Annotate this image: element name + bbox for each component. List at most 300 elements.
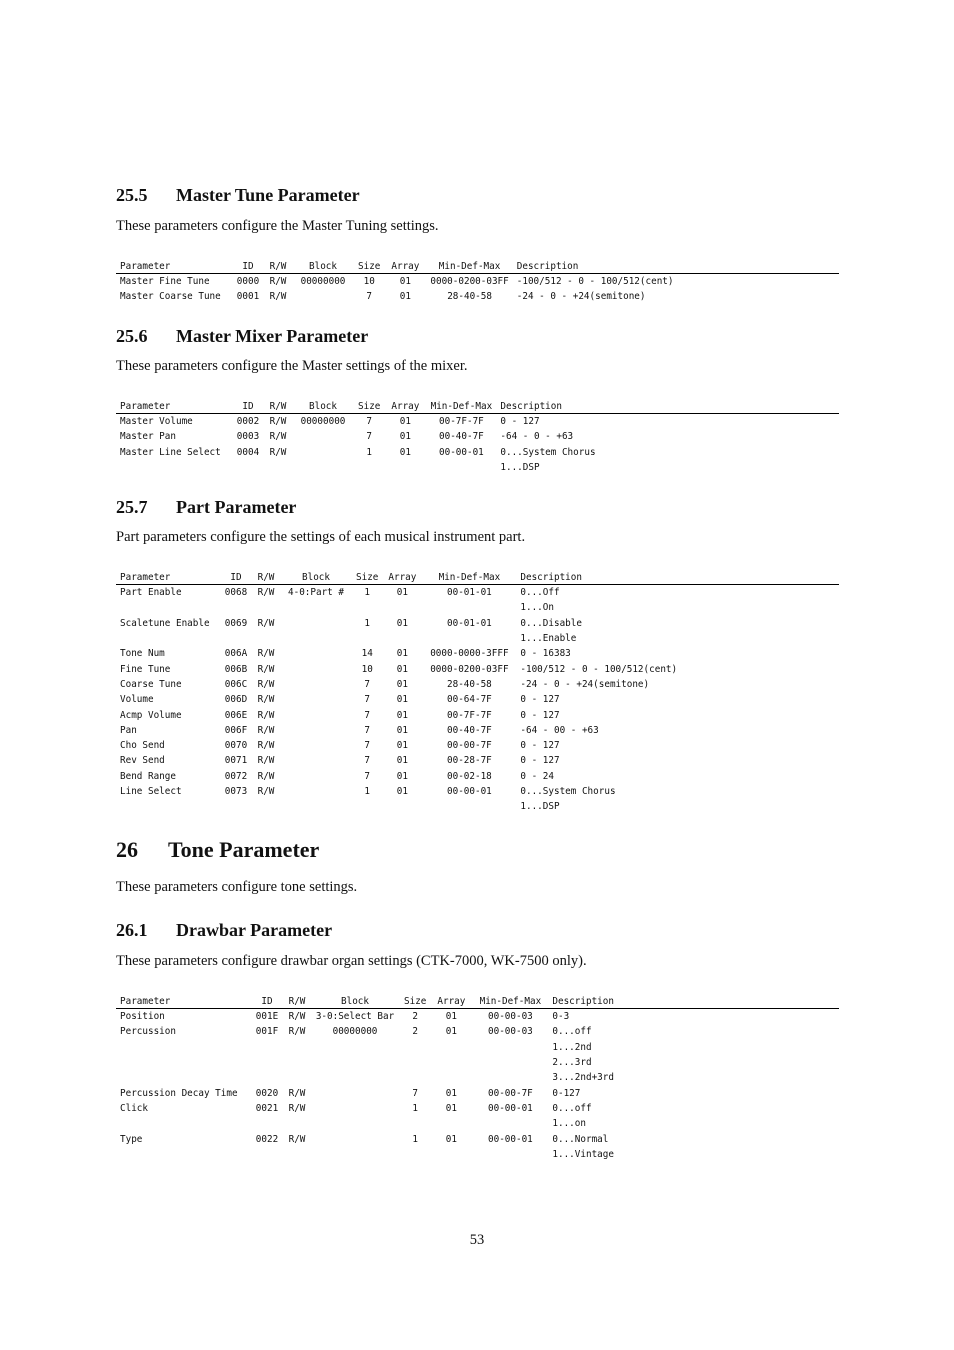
cell-block: 00000000 xyxy=(300,416,346,428)
cell-parameter: Click xyxy=(120,1102,148,1114)
cell-parameter: Bend Range xyxy=(120,770,176,782)
cell-rw: R/W xyxy=(257,709,275,721)
cell-array: 01 xyxy=(396,786,408,797)
cell-parameter xyxy=(116,1070,250,1085)
cell-size: 7 xyxy=(364,755,370,767)
cell-block xyxy=(310,1085,400,1100)
cell-size: 10 xyxy=(363,276,375,288)
header-size: Size xyxy=(354,259,384,274)
cell-block xyxy=(310,1040,400,1055)
cell-min-def-max: 0000-0200-03FF xyxy=(430,276,509,288)
header-rw: R/W xyxy=(284,994,310,1009)
cell-min-def-max: 0000-0000-3FFF xyxy=(430,648,509,660)
header-array: Array xyxy=(384,399,426,414)
cell-description: -64 - 00 - +63 xyxy=(520,724,599,736)
cell-array: 01 xyxy=(396,770,408,782)
cell-parameter: Percussion Decay Time xyxy=(120,1087,238,1099)
cell-parameter: Rev Send xyxy=(120,755,165,767)
cell-rw: R/W xyxy=(257,648,275,660)
cell-block xyxy=(310,1055,400,1070)
cell-parameter xyxy=(116,1055,250,1070)
table-row xyxy=(116,616,839,631)
header-array: Array xyxy=(382,570,422,585)
cell-size: 1 xyxy=(364,786,370,797)
section-number: 25.6 xyxy=(116,326,148,346)
header-size: Size xyxy=(400,994,430,1009)
cell-array: 01 xyxy=(445,1133,457,1145)
table-row xyxy=(116,723,839,738)
cell-block: 00000000 xyxy=(332,1026,378,1038)
cell-parameter xyxy=(116,1147,250,1162)
cell-parameter xyxy=(116,1040,250,1055)
param-table-master-mixer xyxy=(116,399,839,475)
cell-min-def-max: 00-7F-7F xyxy=(439,416,484,428)
table-row xyxy=(116,692,839,707)
cell-block xyxy=(280,753,352,768)
section-heading-25-7 xyxy=(116,497,296,518)
cell-block xyxy=(280,799,352,814)
section-description: These parameters configure the Master settings of the mixer. xyxy=(116,358,468,374)
cell-size: 1 xyxy=(364,587,370,599)
table-row xyxy=(116,414,839,430)
cell-description: 0 - 127 xyxy=(520,694,560,706)
cell-size: 7 xyxy=(366,291,372,303)
table-row xyxy=(116,677,839,692)
cell-description: 0...Disable xyxy=(520,617,582,629)
header-size: Size xyxy=(352,570,382,585)
cell-min-def-max xyxy=(472,1040,548,1055)
table-row xyxy=(116,1009,839,1025)
cell-id: 0072 xyxy=(224,770,248,782)
cell-block xyxy=(280,723,352,738)
cell-id xyxy=(250,1070,284,1085)
cell-description: 1...Enable xyxy=(520,633,577,645)
cell-array: 01 xyxy=(396,755,408,767)
cell-parameter xyxy=(116,1116,250,1131)
cell-min-def-max xyxy=(472,1055,548,1070)
cell-min-def-max: 00-64-7F xyxy=(447,694,492,706)
cell-id: 006B xyxy=(224,663,248,675)
cell-min-def-max: 00-00-01 xyxy=(439,446,484,458)
cell-rw: R/W xyxy=(269,416,287,428)
cell-array: 01 xyxy=(445,1087,457,1099)
header-min-def-max: Min-Def-Max xyxy=(426,259,512,274)
param-table-master-tune xyxy=(116,259,839,305)
table-header-row xyxy=(116,259,839,274)
cell-id: 0002 xyxy=(236,416,260,428)
cell-id xyxy=(250,1055,284,1070)
cell-size: 1 xyxy=(412,1133,418,1145)
cell-block xyxy=(280,677,352,692)
cell-min-def-max: 00-7F-7F xyxy=(447,709,492,721)
cell-parameter: Part Enable xyxy=(120,587,182,599)
cell-size: 7 xyxy=(364,709,370,721)
cell-rw: R/W xyxy=(269,291,287,303)
table-header-row xyxy=(116,994,839,1009)
cell-min-def-max xyxy=(472,1070,548,1085)
cell-parameter: Cho Send xyxy=(120,740,165,752)
cell-rw: R/W xyxy=(288,1133,306,1145)
table-row xyxy=(116,1101,839,1116)
cell-id: 001E xyxy=(255,1011,279,1023)
table-row xyxy=(116,600,839,615)
cell-parameter: Master Fine Tune xyxy=(120,276,210,288)
cell-size: 2 xyxy=(412,1011,418,1023)
header-parameter: Parameter xyxy=(116,570,220,585)
cell-rw: R/W xyxy=(288,1011,306,1023)
cell-array: 01 xyxy=(396,663,408,675)
cell-rw: R/W xyxy=(257,724,275,736)
table-row xyxy=(116,1070,839,1085)
table-row xyxy=(116,274,839,290)
cell-min-def-max: 00-40-7F xyxy=(447,724,492,736)
cell-description: 0 - 24 xyxy=(520,770,554,782)
cell-parameter: Position xyxy=(120,1011,165,1023)
table-row xyxy=(116,1024,839,1039)
cell-rw xyxy=(264,460,292,475)
cell-rw: R/W xyxy=(257,678,275,690)
cell-description: 1...2nd xyxy=(552,1041,592,1053)
cell-block xyxy=(280,661,352,676)
header-min-def-max: Min-Def-Max xyxy=(472,994,548,1009)
cell-min-def-max: 00-00-01 xyxy=(488,1102,533,1114)
header-array: Array xyxy=(430,994,472,1009)
cell-description: 1...On xyxy=(520,602,554,614)
cell-parameter: Fine Tune xyxy=(120,663,171,675)
header-id: ID xyxy=(232,259,264,274)
cell-parameter: Master Pan xyxy=(120,431,176,443)
cell-rw xyxy=(284,1116,310,1131)
cell-min-def-max: 00-00-03 xyxy=(488,1011,533,1023)
cell-rw xyxy=(252,600,280,615)
cell-size: 1 xyxy=(364,617,370,629)
cell-id xyxy=(220,631,252,646)
cell-size: 14 xyxy=(361,648,373,660)
header-description: Description xyxy=(516,570,839,585)
cell-rw: R/W xyxy=(257,587,275,599)
cell-block xyxy=(280,707,352,722)
cell-description: 0 - 127 xyxy=(520,755,560,767)
cell-min-def-max: 28-40-58 xyxy=(447,678,492,690)
table-row xyxy=(116,585,839,601)
cell-block xyxy=(292,445,354,460)
cell-description: 1...DSP xyxy=(500,462,540,474)
table-row xyxy=(116,661,839,676)
table-row xyxy=(116,460,839,475)
cell-id: 006C xyxy=(224,678,248,690)
cell-min-def-max: 00-00-7F xyxy=(488,1087,533,1099)
cell-description: 1...on xyxy=(552,1118,586,1130)
section-heading-25-5 xyxy=(116,185,360,206)
cell-size xyxy=(352,799,382,814)
header-parameter: Parameter xyxy=(116,399,232,414)
table-row xyxy=(116,769,839,784)
cell-size xyxy=(352,631,382,646)
cell-parameter xyxy=(116,600,220,615)
cell-min-def-max: 00-00-01 xyxy=(488,1133,533,1145)
section-title: Master Tune Parameter xyxy=(176,185,360,205)
cell-block xyxy=(292,289,354,304)
cell-min-def-max xyxy=(422,631,516,646)
cell-array: 01 xyxy=(396,709,408,721)
cell-rw: R/W xyxy=(257,617,275,629)
cell-rw: R/W xyxy=(269,431,287,443)
cell-size xyxy=(400,1055,430,1070)
section-description: These parameters configure drawbar organ settings (CTK-7000, WK-7500 only). xyxy=(116,953,587,969)
cell-id xyxy=(250,1147,284,1162)
cell-array: 01 xyxy=(445,1102,457,1114)
header-id: ID xyxy=(250,994,284,1009)
cell-id xyxy=(220,600,252,615)
cell-parameter xyxy=(116,631,220,646)
cell-id xyxy=(220,799,252,814)
table-row xyxy=(116,646,839,661)
page-number: 53 xyxy=(469,1232,485,1248)
cell-size xyxy=(400,1116,430,1131)
cell-description: 0...Normal xyxy=(552,1133,609,1145)
cell-parameter: Acmp Volume xyxy=(120,709,182,721)
cell-id xyxy=(250,1040,284,1055)
cell-array: 01 xyxy=(396,678,408,690)
table-header-row xyxy=(116,570,839,585)
cell-array: 01 xyxy=(396,694,408,706)
section-description: Part parameters configure the settings of each musical instrument part. xyxy=(116,529,526,545)
section-heading-26-1 xyxy=(116,920,332,941)
cell-array: 01 xyxy=(396,617,408,629)
cell-size: 1 xyxy=(412,1102,418,1114)
table-row xyxy=(116,631,839,646)
cell-rw xyxy=(284,1070,310,1085)
cell-rw: R/W xyxy=(288,1102,306,1114)
cell-parameter: Scaletune Enable xyxy=(120,617,210,629)
cell-description: 0 - 16383 xyxy=(520,648,571,660)
cell-array: 01 xyxy=(399,291,411,303)
cell-rw: R/W xyxy=(269,276,287,288)
header-rw: R/W xyxy=(252,570,280,585)
header-array: Array xyxy=(384,259,426,274)
cell-size xyxy=(400,1040,430,1055)
cell-rw: R/W xyxy=(288,1026,306,1038)
header-min-def-max: Min-Def-Max xyxy=(422,570,516,585)
cell-array xyxy=(430,1040,472,1055)
cell-size: 1 xyxy=(366,446,372,458)
cell-id: 0001 xyxy=(236,291,260,303)
header-description: Description xyxy=(548,994,839,1009)
section-description: These parameters configure the Master Tuning settings. xyxy=(116,218,439,234)
cell-id: 0003 xyxy=(236,431,260,443)
cell-array xyxy=(430,1055,472,1070)
cell-min-def-max: 00-40-7F xyxy=(439,431,484,443)
cell-id: 001F xyxy=(255,1026,279,1038)
cell-size: 10 xyxy=(361,663,373,675)
cell-size xyxy=(352,600,382,615)
cell-min-def-max: 00-01-01 xyxy=(447,587,492,599)
cell-block: 3-0:Select Bar xyxy=(315,1011,395,1023)
section-title: Tone Parameter xyxy=(168,837,320,862)
cell-block: 00000000 xyxy=(300,276,346,288)
cell-array: 01 xyxy=(399,431,411,443)
cell-min-def-max: 00-01-01 xyxy=(447,617,492,629)
cell-rw: R/W xyxy=(257,786,275,797)
header-rw: R/W xyxy=(264,259,292,274)
section-heading-26 xyxy=(116,837,319,863)
cell-description: 2...3rd xyxy=(552,1057,592,1069)
cell-array: 01 xyxy=(399,416,411,428)
cell-rw: R/W xyxy=(257,755,275,767)
table-row xyxy=(116,784,839,799)
section-heading-25-6 xyxy=(116,326,368,347)
cell-array xyxy=(382,631,422,646)
section-title: Master Mixer Parameter xyxy=(176,326,369,346)
cell-array xyxy=(384,460,426,475)
cell-id: 0022 xyxy=(255,1133,279,1145)
cell-parameter: Tone Num xyxy=(120,648,165,660)
cell-id xyxy=(232,460,264,475)
table-row xyxy=(116,445,839,460)
cell-array: 01 xyxy=(396,587,408,599)
header-description: Description xyxy=(513,259,839,274)
cell-id: 0069 xyxy=(224,617,248,629)
header-block: Block xyxy=(310,994,400,1009)
cell-rw: R/W xyxy=(269,446,287,458)
cell-block xyxy=(280,600,352,615)
header-rw: R/W xyxy=(264,399,292,414)
cell-size: 7 xyxy=(364,694,370,706)
cell-block xyxy=(280,616,352,631)
header-block: Block xyxy=(292,399,354,414)
cell-id: 0071 xyxy=(224,755,248,767)
cell-parameter: Line Select xyxy=(120,786,182,797)
cell-array xyxy=(430,1116,472,1131)
header-id: ID xyxy=(220,570,252,585)
header-description: Description xyxy=(496,399,839,414)
cell-min-def-max xyxy=(426,460,496,475)
cell-block xyxy=(292,429,354,444)
table-row xyxy=(116,707,839,722)
cell-block xyxy=(280,769,352,784)
cell-parameter: Master Volume xyxy=(120,416,193,428)
table-row xyxy=(116,429,839,444)
param-table-part xyxy=(116,570,839,814)
cell-id: 006A xyxy=(224,648,248,660)
cell-parameter: Master Coarse Tune xyxy=(120,291,221,303)
cell-rw xyxy=(284,1055,310,1070)
cell-description: 0-127 xyxy=(552,1087,581,1099)
cell-description: 0...System Chorus xyxy=(500,446,596,458)
cell-array xyxy=(430,1147,472,1162)
cell-description: 0...Off xyxy=(520,587,560,599)
cell-size xyxy=(400,1070,430,1085)
cell-description: 0...off xyxy=(552,1102,592,1114)
cell-min-def-max xyxy=(422,600,516,615)
cell-array: 01 xyxy=(445,1026,457,1038)
cell-size: 7 xyxy=(366,431,372,443)
cell-parameter: Type xyxy=(120,1133,143,1145)
cell-array xyxy=(382,799,422,814)
cell-size: 7 xyxy=(366,416,372,428)
header-min-def-max: Min-Def-Max xyxy=(426,399,496,414)
cell-description: 0...System Chorus xyxy=(520,786,616,797)
cell-block xyxy=(280,738,352,753)
cell-rw: R/W xyxy=(257,694,275,706)
cell-size xyxy=(400,1147,430,1162)
cell-rw xyxy=(252,631,280,646)
cell-parameter: Coarse Tune xyxy=(120,678,182,690)
cell-block xyxy=(310,1147,400,1162)
table-row xyxy=(116,1131,839,1146)
section-number: 26 xyxy=(116,837,138,862)
cell-array: 01 xyxy=(396,648,408,660)
cell-block xyxy=(280,784,352,799)
cell-description: 1...DSP xyxy=(520,801,560,813)
table-row xyxy=(116,799,839,814)
cell-block xyxy=(280,692,352,707)
cell-array: 01 xyxy=(396,724,408,736)
section-number: 26.1 xyxy=(116,920,148,940)
cell-description: 0 - 127 xyxy=(520,740,560,752)
cell-description: 0...off xyxy=(552,1026,592,1038)
cell-size: 2 xyxy=(412,1026,418,1038)
section-number: 25.5 xyxy=(116,185,148,205)
cell-parameter: Pan xyxy=(120,724,137,736)
table-header-row xyxy=(116,399,839,414)
cell-rw: R/W xyxy=(288,1087,306,1099)
cell-min-def-max: 28-40-58 xyxy=(447,291,492,303)
cell-id: 0004 xyxy=(236,446,260,458)
cell-size: 7 xyxy=(364,678,370,690)
cell-array: 01 xyxy=(399,276,411,288)
cell-min-def-max xyxy=(422,799,516,814)
cell-min-def-max: 00-28-7F xyxy=(447,755,492,767)
cell-size xyxy=(354,460,384,475)
cell-array: 01 xyxy=(399,446,411,458)
table-row xyxy=(116,738,839,753)
cell-block xyxy=(280,631,352,646)
cell-size: 7 xyxy=(364,770,370,782)
cell-block xyxy=(280,646,352,661)
cell-block xyxy=(310,1131,400,1146)
table-row xyxy=(116,1116,839,1131)
table-row xyxy=(116,1055,839,1070)
header-block: Block xyxy=(292,259,354,274)
cell-rw xyxy=(252,799,280,814)
cell-min-def-max: 00-00-7F xyxy=(447,740,492,752)
cell-id: 0021 xyxy=(255,1102,279,1114)
cell-parameter: Volume xyxy=(120,694,154,706)
cell-id: 0073 xyxy=(224,786,248,797)
cell-block xyxy=(310,1101,400,1116)
section-title: Part Parameter xyxy=(176,497,297,517)
cell-block xyxy=(292,460,354,475)
cell-rw xyxy=(284,1040,310,1055)
cell-min-def-max: 00-00-03 xyxy=(488,1026,533,1038)
cell-description: -24 - 0 - +24(semitone) xyxy=(516,291,646,303)
section-number: 25.7 xyxy=(116,497,148,517)
cell-size: 7 xyxy=(364,724,370,736)
cell-id: 0070 xyxy=(224,740,248,752)
cell-parameter: Percussion xyxy=(120,1026,176,1038)
cell-id: 0020 xyxy=(255,1087,279,1099)
cell-description: -100/512 - 0 - 100/512(cent) xyxy=(516,276,674,288)
table-row xyxy=(116,1085,839,1100)
header-id: ID xyxy=(232,399,264,414)
cell-array xyxy=(382,600,422,615)
header-size: Size xyxy=(354,399,384,414)
param-table-drawbar xyxy=(116,994,839,1162)
cell-id: 006E xyxy=(224,709,248,721)
cell-size: 7 xyxy=(364,740,370,752)
cell-block xyxy=(310,1116,400,1131)
